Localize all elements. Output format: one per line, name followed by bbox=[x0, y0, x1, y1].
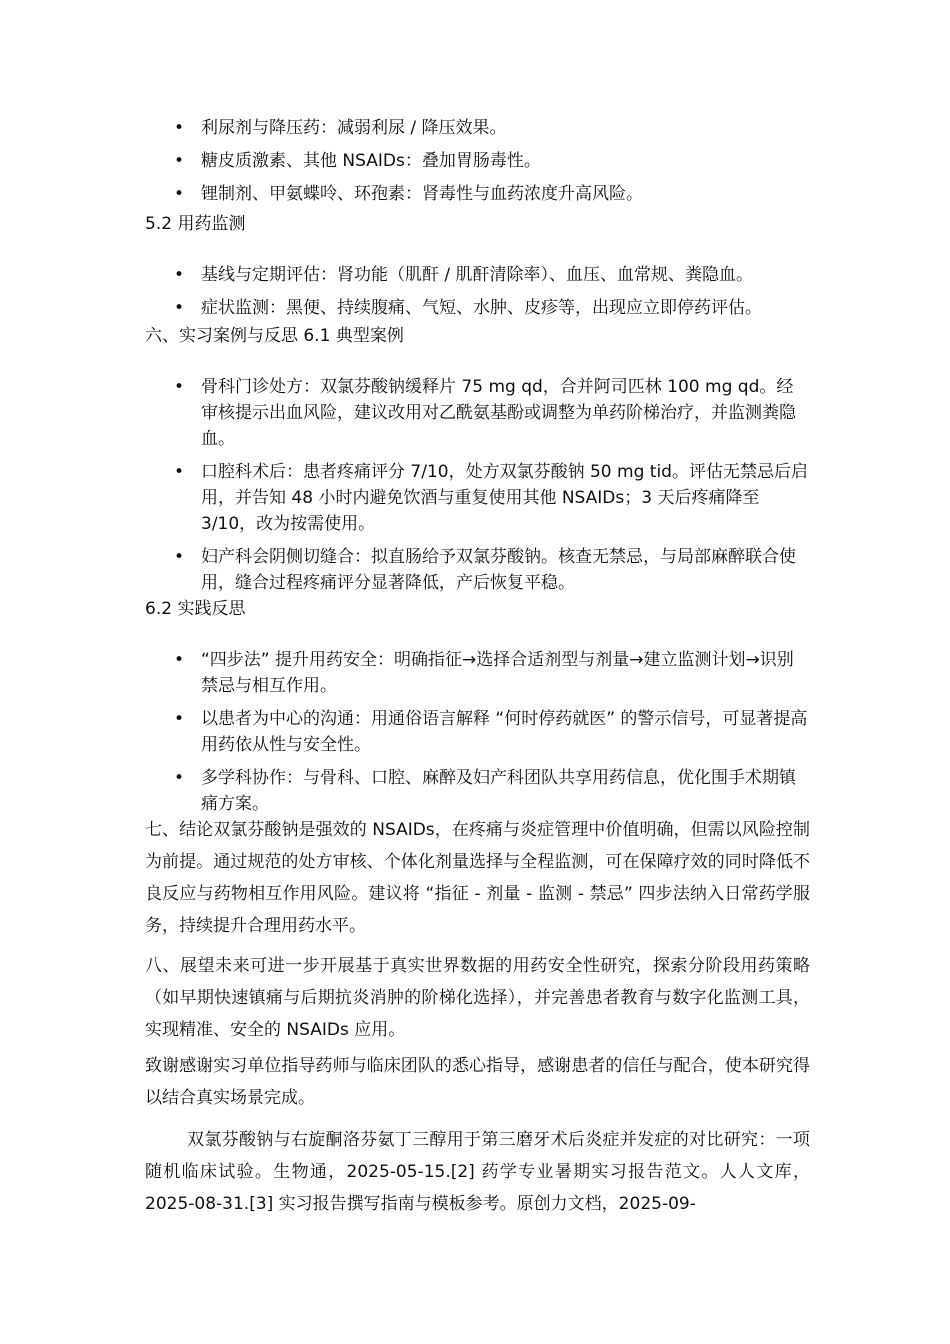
bullet-icon: • bbox=[173, 151, 185, 171]
acknowledgement-paragraph: 致谢感谢实习单位指导药师与临床团队的悉心指导，感谢患者的信任与配合，使本研究得以结合真实场景完成。 bbox=[145, 1056, 810, 1108]
list-item: • “四步法” 提升用药安全：明确指征→选择合适剂型与剂量→建立监测计划→识别禁忌与相互作用。 bbox=[145, 647, 810, 699]
section-heading-5-2: 5.2 用药监测 bbox=[145, 214, 246, 234]
list-item: • 基线与定期评估：肾功能（肌酐 / 肌酐清除率）、血压、血常规、粪隐血。 bbox=[145, 262, 810, 288]
bullet-icon: • bbox=[173, 462, 185, 482]
bullet-icon: • bbox=[173, 768, 185, 788]
bullet-icon: • bbox=[173, 547, 185, 567]
bullet-icon: • bbox=[173, 265, 185, 285]
list-item: • 以患者为中心的沟通：用通俗语言解释 “何时停药就医” 的警示信号，可显著提高用药依从性与安全性。 bbox=[145, 706, 810, 758]
references-paragraph: 双氯芬酸钠与右旋酮洛芬氨丁三醇用于第三磨牙术后炎症并发症的对比研究：一项随机临床试验。生物通，2025-05-15.[2] 药学专业暑期实习报告范文。人人文库，2025-08-31.[3] 实习报告撰写指南与模板参考。原创力文档，2025-09- bbox=[145, 1130, 810, 1214]
conclusion-paragraph: 七、结论双氯芬酸钠是强效的 NSAIDs，在疼痛与炎症管理中价值明确，但需以风险控制为前提。通过规范的处方审核、个体化剂量选择与全程监测，可在保障疗效的同时降低不良反应与药物相互作用风险。建议将 “指征 - 剂量 - 监测 - 禁忌” 四步法纳入日常药学服务，持续提升合理用药水平。 bbox=[145, 820, 810, 936]
case-list bbox=[145, 374, 810, 596]
bullet-icon: • bbox=[173, 184, 185, 204]
list-item: • 妇产科会阴侧切缝合：拟直肠给予双氯芬酸钠。核查无禁忌，与局部麻醉联合使用，缝合过程疼痛评分显著降低，产后恢复平稳。 bbox=[145, 544, 810, 596]
monitoring-list bbox=[145, 262, 810, 321]
list-item: • 多学科协作：与骨科、口腔、麻醉及妇产科团队共享用药信息，优化围手术期镇痛方案。 bbox=[145, 765, 810, 817]
list-item: • 骨科门诊处方：双氯芬酸钠缓释片 75 mg qd，合并阿司匹林 100 mg qd。经审核提示出血风险，建议改用对乙酰氨基酚或调整为单药阶梯治疗，并监测粪隐血。 bbox=[145, 374, 810, 452]
list-item: • 糖皮质激素、其他 NSAIDs：叠加胃肠毒性。 bbox=[145, 148, 810, 174]
list-item: • 口腔科术后：患者疼痛评分 7/10，处方双氯芬酸钠 50 mg tid。评估无禁忌后启用，并告知 48 小时内避免饮酒与重复使用其他 NSAIDs；3 天后疼痛降至 3/10，改为按需使用。 bbox=[145, 459, 810, 537]
section-heading-6: 六、实习案例与反思 6.1 典型案例 bbox=[145, 326, 404, 346]
interaction-list bbox=[145, 115, 810, 207]
section-heading-6-2: 6.2 实践反思 bbox=[145, 599, 246, 619]
reflection-list bbox=[145, 647, 810, 817]
list-item: • 锂制剂、甲氨蝶呤、环孢素：肾毒性与血药浓度升高风险。 bbox=[145, 181, 810, 207]
bullet-icon: • bbox=[173, 709, 185, 729]
bullet-icon: • bbox=[173, 377, 185, 397]
outlook-paragraph: 八、展望未来可进一步开展基于真实世界数据的用药安全性研究，探索分阶段用药策略（如早期快速镇痛与后期抗炎消肿的阶梯化选择），并完善患者教育与数字化监测工具，实现精准、安全的 NSAIDs 应用。 bbox=[145, 956, 810, 1040]
list-item: • 利尿剂与降压药：减弱利尿 / 降压效果。 bbox=[145, 115, 810, 141]
bullet-icon: • bbox=[173, 650, 185, 670]
bullet-icon: • bbox=[173, 298, 185, 318]
list-item: • 症状监测：黑便、持续腹痛、气短、水肿、皮疹等，出现应立即停药评估。 bbox=[145, 295, 810, 321]
bullet-icon: • bbox=[173, 118, 185, 138]
